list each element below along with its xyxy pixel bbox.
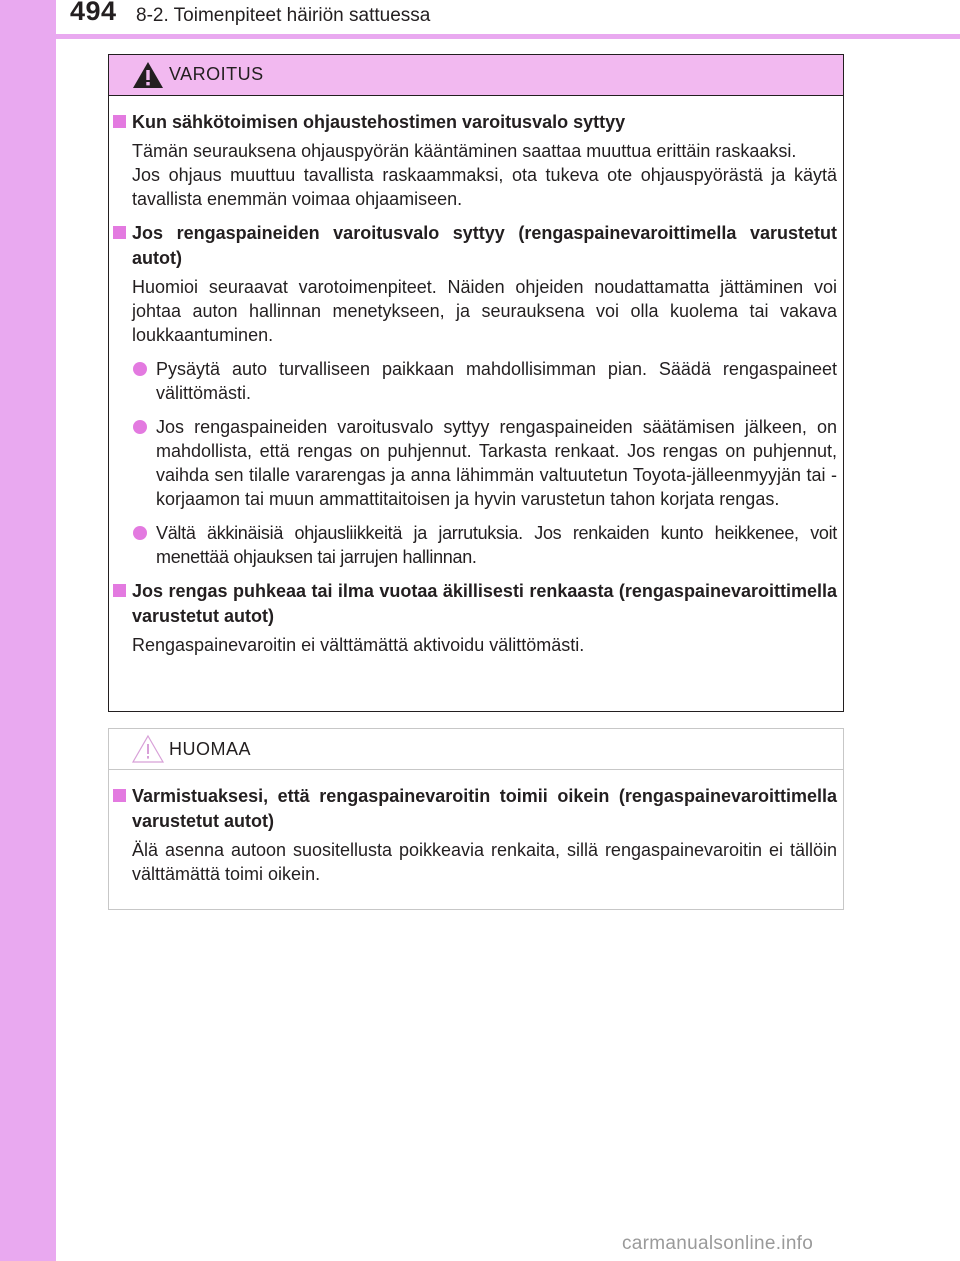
warning-box	[108, 54, 844, 712]
round-bullet-icon	[133, 526, 147, 540]
item-text: Huomioi seuraavat varotoimenpiteet. Näiden ohjeiden noudattamatta jättäminen voi johtaa auton hallinnan menetykseen, ja seurauksena voi olla kuolema tai vakava loukkaantuminen.	[132, 277, 837, 345]
warning-label: VAROITUS	[169, 64, 264, 84]
item-text: Tämän seurauksena ohjauspyörän kääntäminen saattaa muuttua erittäin raskaaksi.	[132, 141, 797, 161]
bullet-text: Vältä äkkinäisiä ohjausliikkeitä ja jarrutuksia. Jos renkaiden kunto heikkenee, voit menettää ohjauksen tai jarrujen hallinnan.	[156, 523, 837, 567]
square-bullet-icon	[113, 226, 126, 239]
notice-box	[108, 728, 844, 910]
warning-item	[109, 579, 837, 657]
item-title: Varmistuaksesi, että rengaspainevaroitin toimii oikein (rengaspainevaroittimella varustetut autot)	[132, 786, 837, 831]
bullet-text: Pysäytä auto turvalliseen paikkaan mahdollisimman pian. Säädä rengaspaineet välittömästi.	[156, 359, 837, 403]
warning-item	[109, 221, 837, 569]
round-bullet-icon	[133, 362, 147, 376]
square-bullet-icon	[113, 789, 126, 802]
warning-triangle-icon	[131, 59, 165, 91]
bullet-item	[132, 415, 837, 511]
item-text: Älä asenna autoon suositellusta poikkeavia renkaita, sillä rengaspainevaroitin ei tällöin välttämättä toimi oikein.	[132, 840, 837, 884]
notice-header	[109, 729, 843, 770]
caution-triangle-outline-icon	[131, 733, 165, 765]
warning-header	[109, 55, 843, 96]
header-rule	[0, 34, 960, 39]
item-title: Kun sähkötoimisen ohjaustehostimen varoitusvalo syttyy	[132, 112, 626, 132]
item-text: Jos ohjaus muuttuu tavallista raskaammaksi, ota tukeva ote ohjauspyörästä ja käytä tavallista enemmän voimaa ohjaamiseen.	[132, 165, 837, 209]
bullet-item	[132, 357, 837, 405]
square-bullet-icon	[113, 584, 126, 597]
bullet-text: Jos rengaspaineiden varoitusvalo syttyy rengaspaineiden säätämisen jälkeen, on mahdollista, että rengas on puhjennut. Tarkasta renkaat. Jos rengas on puhjennut, vaihda sen tilalle vararengas ja anna lähimmän valtuutetun Toyota-jälleenmyyjän tai -korjaamon tai muun ammattitaitoisen ja hyvin varustetun tahon korjata rengas.	[156, 417, 837, 509]
item-title: Jos rengaspaineiden varoitusvalo syttyy (rengaspainevaroittimella varustetut autot)	[132, 223, 837, 268]
section-title: 8-2. Toimenpiteet häiriön sattuessa	[136, 5, 431, 26]
square-bullet-icon	[113, 115, 126, 128]
item-text: Rengaspainevaroitin ei välttämättä aktivoidu välittömästi.	[132, 635, 585, 655]
warning-item	[109, 110, 837, 211]
notice-item	[109, 784, 837, 886]
round-bullet-icon	[133, 420, 147, 434]
watermark: carmanualsonline.info	[622, 1233, 814, 1254]
sidebar-accent	[0, 0, 56, 1261]
notice-label: HUOMAA	[169, 739, 252, 759]
page-number: 494	[70, 0, 117, 26]
bullet-item	[132, 521, 837, 569]
item-title: Jos rengas puhkeaa tai ilma vuotaa äkillisesti renkaasta (rengaspainevaroittimella varustetut autot)	[132, 581, 837, 626]
